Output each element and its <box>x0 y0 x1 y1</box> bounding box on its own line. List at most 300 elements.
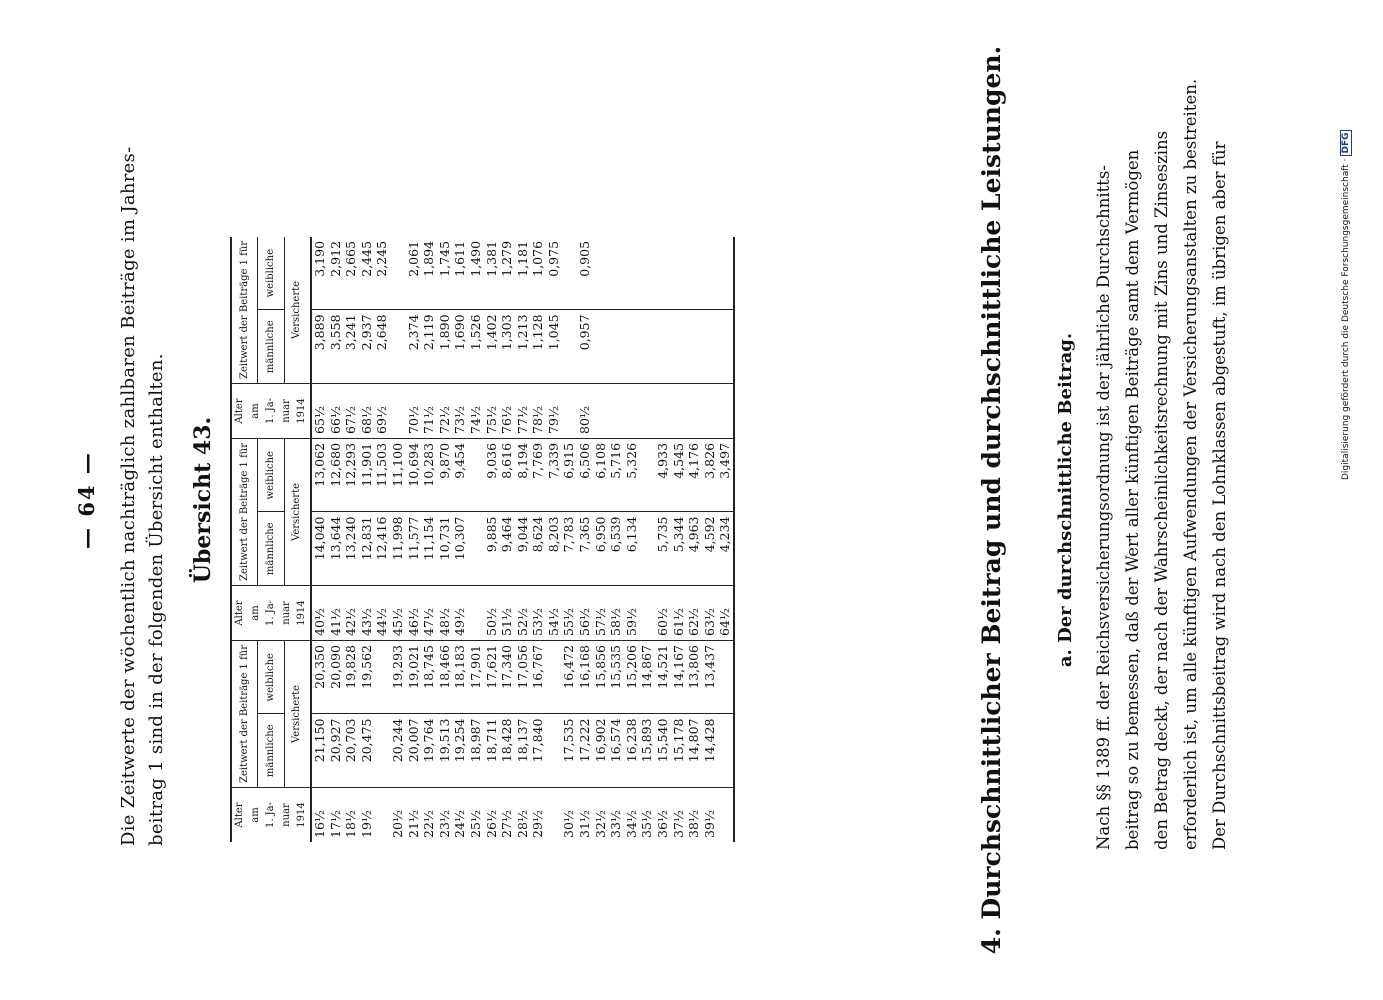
female-value-cell: 4,545 <box>671 438 687 512</box>
age-cell: 37½ <box>670 809 686 838</box>
male-value-cell: 9,044 <box>515 512 531 586</box>
age-cell: 56½ <box>577 585 593 640</box>
stamp-text: Digitalisierung gefördert durch die Deutsche Forschungsgemeinschaft · <box>1341 158 1351 480</box>
male-value-cell: 14,040 <box>311 512 328 586</box>
table-row <box>328 237 344 842</box>
male-value-cell: 16,574 <box>608 714 624 788</box>
male-value-cell: 1,890 <box>437 310 453 384</box>
age-cell: 77½ <box>515 383 531 438</box>
female-value-cell: 7,769 <box>530 438 546 512</box>
female-value-cell: 1,381 <box>484 237 500 310</box>
age-cell: 20½ <box>389 809 405 838</box>
female-header-1: weibliche <box>258 640 284 714</box>
male-value-cell: 1,402 <box>484 310 500 384</box>
age-cell: 76½ <box>499 383 515 438</box>
table-row <box>484 237 500 842</box>
male-value-cell: 3,558 <box>328 310 344 384</box>
age-cell: 38½ <box>686 809 702 838</box>
male-value-cell: 17,840 <box>530 714 546 788</box>
male-value-cell <box>546 714 562 788</box>
age-cell: 22½ <box>421 809 437 838</box>
male-value-cell <box>717 714 734 788</box>
age-cell: 68½ <box>359 383 375 438</box>
female-value-cell <box>655 237 671 310</box>
male-value-cell: 21,150 <box>311 714 328 788</box>
age-cell: 75½ <box>484 383 500 438</box>
paragraph-line-4: erforderlich ist, um alle künftigen Aufwendungen der Versicherungsanstalten zu bestreiten. <box>1181 78 1200 850</box>
age-cell: 74½ <box>468 383 484 438</box>
female-value-cell: 9,454 <box>452 438 468 512</box>
age-cell: 50½ <box>484 585 500 640</box>
age-cell <box>639 383 655 438</box>
male-value-cell: 20,244 <box>390 714 406 788</box>
insured-header-2: Versicherte <box>284 438 311 585</box>
male-value-cell: 9,464 <box>499 512 515 586</box>
age-cell: 55½ <box>561 585 577 640</box>
table-row <box>671 237 687 842</box>
age-cell: 45½ <box>390 585 406 640</box>
male-value-cell: 20,007 <box>406 714 422 788</box>
table-row <box>577 237 593 842</box>
female-value-cell: 8,616 <box>499 438 515 512</box>
paragraph-line-1: Nach §§ 1389 ff. der Reichsversicherungsordnung ist der jährliche Durchschnitts- <box>1094 165 1113 850</box>
female-value-cell: 2,445 <box>359 237 375 310</box>
female-value-cell: 9,036 <box>484 438 500 512</box>
table-row <box>437 237 453 842</box>
female-value-cell <box>717 640 734 714</box>
table-row <box>468 237 484 842</box>
table-row <box>311 237 328 842</box>
table-row <box>374 237 390 842</box>
age-cell: 70½ <box>406 383 422 438</box>
age-cell: 79½ <box>546 383 562 438</box>
age-cell: 47½ <box>421 585 437 640</box>
male-value-cell: 18,987 <box>468 714 484 788</box>
female-value-cell <box>593 237 609 310</box>
table-row <box>390 237 406 842</box>
age-cell: 32½ <box>592 809 608 838</box>
group-header-1: Zeitwert der Beiträge 1 für <box>231 640 258 787</box>
table-row <box>702 237 718 842</box>
age-cell: 21½ <box>405 809 421 838</box>
age-cell: 69½ <box>374 383 390 438</box>
female-value-cell <box>468 438 484 512</box>
table-row <box>343 237 359 842</box>
insured-header-3: Versicherte <box>284 237 311 384</box>
male-value-cell: 3,889 <box>311 310 328 384</box>
male-value-cell: 19,254 <box>452 714 468 788</box>
female-value-cell: 6,915 <box>561 438 577 512</box>
female-value-cell: 14,521 <box>655 640 671 714</box>
age-cell: 35½ <box>639 809 655 838</box>
female-value-cell: 20,090 <box>328 640 344 714</box>
female-value-cell: 14,867 <box>639 640 655 714</box>
female-value-cell <box>374 640 390 714</box>
male-value-cell: 13,644 <box>328 512 344 586</box>
male-header-2: männliche <box>258 512 284 586</box>
male-value-cell: 1,303 <box>499 310 515 384</box>
age-cell: 34½ <box>623 809 639 838</box>
female-value-cell: 20,350 <box>311 640 328 714</box>
male-value-cell: 15,540 <box>655 714 671 788</box>
female-value-cell: 17,056 <box>515 640 531 714</box>
male-value-cell: 19,764 <box>421 714 437 788</box>
table-row <box>406 237 422 842</box>
paragraph-line-2: beitrag so zu bemessen, daß der Wert aller künftigen Beiträge samt dem Vermögen <box>1123 149 1142 850</box>
female-value-cell: 13,437 <box>702 640 718 714</box>
age-cell <box>390 383 406 438</box>
age-cell: 46½ <box>406 585 422 640</box>
female-value-cell: 11,901 <box>359 438 375 512</box>
age-cell <box>702 383 718 438</box>
age-cell: 58½ <box>608 585 624 640</box>
age-cell: 19½ <box>358 809 374 838</box>
male-value-cell: 18,137 <box>515 714 531 788</box>
age-cell <box>561 383 577 438</box>
table-row <box>359 237 375 842</box>
male-value-cell: 2,119 <box>421 310 437 384</box>
female-value-cell: 1,490 <box>468 237 484 310</box>
female-value-cell: 1,611 <box>452 237 468 310</box>
insured-header-1: Versicherte <box>284 640 311 787</box>
age-cell: 60½ <box>655 585 671 640</box>
female-value-cell: 15,856 <box>593 640 609 714</box>
female-value-cell: 17,621 <box>484 640 500 714</box>
age-cell: 53½ <box>530 585 546 640</box>
female-value-cell: 0,905 <box>577 237 593 310</box>
age-cell: 57½ <box>593 585 609 640</box>
age-cell <box>655 383 671 438</box>
female-value-cell: 16,472 <box>561 640 577 714</box>
male-value-cell <box>671 310 687 384</box>
age-cell: 17½ <box>327 809 343 838</box>
female-value-cell <box>608 237 624 310</box>
age-cell <box>686 383 702 438</box>
male-value-cell: 6,539 <box>608 512 624 586</box>
age-header-3: Alter am 1. Ja- nuar 1914 <box>231 383 311 438</box>
age-cell: 71½ <box>421 383 437 438</box>
sub-heading: a. Der durchschnittliche Beitrag. <box>1055 332 1076 668</box>
male-value-cell: 2,374 <box>406 310 422 384</box>
table-row <box>624 237 640 842</box>
male-value-cell: 17,535 <box>561 714 577 788</box>
female-value-cell: 1,894 <box>421 237 437 310</box>
age-cell: 67½ <box>343 383 359 438</box>
male-value-cell: 0,957 <box>577 310 593 384</box>
age-cell: 24½ <box>452 809 468 838</box>
age-header-2: Alter am 1. Ja- nuar 1914 <box>231 585 311 640</box>
male-value-cell <box>655 310 671 384</box>
male-value-cell: 1,690 <box>452 310 468 384</box>
male-value-cell: 13,240 <box>343 512 359 586</box>
male-value-cell: 1,045 <box>546 310 562 384</box>
age-cell: 48½ <box>437 585 453 640</box>
male-value-cell: 16,902 <box>593 714 609 788</box>
female-value-cell: 13,806 <box>686 640 702 714</box>
table-row <box>499 237 515 842</box>
male-value-cell: 8,203 <box>546 512 562 586</box>
age-cell: 66½ <box>328 383 344 438</box>
age-cell: 43½ <box>359 585 375 640</box>
zeitwert-table <box>230 237 735 842</box>
age-cell: 72½ <box>437 383 453 438</box>
female-value-cell: 7,339 <box>546 438 562 512</box>
male-value-cell: 11,154 <box>421 512 437 586</box>
age-cell: 63½ <box>702 585 718 640</box>
age-cell <box>468 585 484 640</box>
page-number: — 64 — <box>74 451 99 549</box>
female-value-cell: 18,466 <box>437 640 453 714</box>
table-title: Übersicht 43. <box>190 416 216 584</box>
female-value-cell: 6,108 <box>593 438 609 512</box>
female-value-cell: 0,975 <box>546 237 562 310</box>
male-value-cell: 5,735 <box>655 512 671 586</box>
age-cell: 31½ <box>577 809 593 838</box>
table-row <box>717 237 734 842</box>
female-value-cell: 2,912 <box>328 237 344 310</box>
digitization-stamp <box>1340 131 1352 481</box>
age-cell: 64½ <box>717 585 734 640</box>
female-value-cell: 8,194 <box>515 438 531 512</box>
female-value-cell: 3,826 <box>702 438 718 512</box>
male-value-cell <box>717 310 734 384</box>
age-cell: 80½ <box>577 383 593 438</box>
male-value-cell: 12,416 <box>374 512 390 586</box>
table-row <box>686 237 702 842</box>
female-value-cell: 2,245 <box>374 237 390 310</box>
age-cell: 62½ <box>686 585 702 640</box>
age-cell: 42½ <box>343 585 359 640</box>
age-cell <box>593 383 609 438</box>
male-value-cell: 18,711 <box>484 714 500 788</box>
age-header-1: Alter am 1. Ja- nuar 1914 <box>231 788 311 843</box>
female-value-cell: 17,340 <box>499 640 515 714</box>
male-value-cell: 4,963 <box>686 512 702 586</box>
table-row <box>608 237 624 842</box>
female-value-cell: 11,100 <box>390 438 406 512</box>
age-cell: 28½ <box>514 809 530 838</box>
female-value-cell <box>686 237 702 310</box>
female-value-cell: 17,901 <box>468 640 484 714</box>
female-value-cell: 1,279 <box>499 237 515 310</box>
female-value-cell: 2,665 <box>343 237 359 310</box>
female-value-cell: 3,190 <box>311 237 328 310</box>
age-cell: 59½ <box>624 585 640 640</box>
male-value-cell: 8,624 <box>530 512 546 586</box>
male-value-cell: 18,428 <box>499 714 515 788</box>
table-row <box>452 237 468 842</box>
male-value-cell: 15,178 <box>671 714 687 788</box>
section-heading: 4. Durchschnittlicher Beitrag und durchschnittliche Leistungen. <box>977 45 1006 955</box>
male-value-cell: 1,128 <box>530 310 546 384</box>
age-cell: 49½ <box>452 585 468 640</box>
female-value-cell: 5,716 <box>608 438 624 512</box>
female-value-cell: 1,181 <box>515 237 531 310</box>
male-value-cell: 11,998 <box>390 512 406 586</box>
table-row <box>530 237 546 842</box>
age-cell: 26½ <box>483 809 499 838</box>
female-value-cell <box>561 237 577 310</box>
age-cell <box>671 383 687 438</box>
male-value-cell: 7,783 <box>561 512 577 586</box>
male-value-cell: 19,513 <box>437 714 453 788</box>
female-header-3: weibliche <box>258 237 284 310</box>
female-value-cell: 9,870 <box>437 438 453 512</box>
female-value-cell: 18,745 <box>421 640 437 714</box>
age-cell: 39½ <box>701 809 717 838</box>
male-value-cell <box>608 310 624 384</box>
female-value-cell: 14,167 <box>671 640 687 714</box>
age-cell <box>374 788 390 843</box>
male-value-cell <box>593 310 609 384</box>
age-cell: 29½ <box>530 809 546 838</box>
male-value-cell: 12,831 <box>359 512 375 586</box>
age-cell: 33½ <box>608 809 624 838</box>
age-cell: 18½ <box>343 809 359 838</box>
male-value-cell: 4,592 <box>702 512 718 586</box>
male-value-cell <box>374 714 390 788</box>
intro-line-2: beitrag 1 sind in der folgenden Übersicht enthalten. <box>146 353 167 846</box>
female-header-2: weibliche <box>258 438 284 512</box>
female-value-cell <box>546 640 562 714</box>
male-value-cell: 9,885 <box>484 512 500 586</box>
female-value-cell: 10,694 <box>406 438 422 512</box>
female-value-cell <box>702 237 718 310</box>
female-value-cell <box>671 237 687 310</box>
table-row <box>655 237 671 842</box>
male-value-cell: 11,577 <box>406 512 422 586</box>
female-value-cell: 12,680 <box>328 438 344 512</box>
female-value-cell <box>639 237 655 310</box>
age-cell <box>717 383 734 438</box>
female-value-cell: 4,176 <box>686 438 702 512</box>
age-cell: 30½ <box>561 809 577 838</box>
male-header-3: männliche <box>258 310 284 384</box>
male-value-cell: 14,428 <box>702 714 718 788</box>
table-row <box>515 237 531 842</box>
age-cell: 40½ <box>311 585 328 640</box>
female-value-cell: 4,933 <box>655 438 671 512</box>
table-row <box>639 237 655 842</box>
intro-line-1: Die Zeitwerte der wöchentlich nachträglich zahlbaren Beiträge im Jahres- <box>118 146 139 846</box>
age-cell <box>546 788 562 843</box>
male-value-cell <box>561 310 577 384</box>
female-value-cell: 5,326 <box>624 438 640 512</box>
age-cell: 41½ <box>328 585 344 640</box>
paragraph-line-3: den Betrag deckt, der nach der Wahrscheinlichkeitsrechnung mit Zins und Zinseszins <box>1152 130 1171 850</box>
male-value-cell: 10,731 <box>437 512 453 586</box>
male-value-cell <box>468 512 484 586</box>
age-cell <box>717 788 734 843</box>
male-value-cell <box>639 310 655 384</box>
age-cell: 73½ <box>452 383 468 438</box>
age-cell: 25½ <box>467 809 483 838</box>
age-cell: 61½ <box>671 585 687 640</box>
female-value-cell: 19,828 <box>343 640 359 714</box>
age-cell: 54½ <box>546 585 562 640</box>
age-cell <box>624 383 640 438</box>
age-cell: 23½ <box>436 809 452 838</box>
age-cell: 65½ <box>311 383 328 438</box>
male-value-cell: 1,213 <box>515 310 531 384</box>
male-value-cell <box>702 310 718 384</box>
group-header-3: Zeitwert der Beiträge 1 für <box>231 237 258 384</box>
male-value-cell: 6,950 <box>593 512 609 586</box>
male-value-cell: 1,526 <box>468 310 484 384</box>
table-body <box>311 237 734 842</box>
male-value-cell: 6,134 <box>624 512 640 586</box>
uebersicht-43-table <box>230 237 735 842</box>
male-header-1: männliche <box>258 714 284 788</box>
female-value-cell <box>390 237 406 310</box>
table-row <box>561 237 577 842</box>
female-value-cell: 19,293 <box>390 640 406 714</box>
male-value-cell: 3,241 <box>343 310 359 384</box>
female-value-cell: 16,767 <box>530 640 546 714</box>
female-value-cell <box>717 237 734 310</box>
male-value-cell: 4,234 <box>717 512 734 586</box>
age-cell: 52½ <box>515 585 531 640</box>
male-value-cell: 17,222 <box>577 714 593 788</box>
table-row <box>593 237 609 842</box>
female-value-cell: 19,562 <box>359 640 375 714</box>
female-value-cell: 19,021 <box>406 640 422 714</box>
male-value-cell: 7,365 <box>577 512 593 586</box>
female-value-cell: 10,283 <box>421 438 437 512</box>
paragraph-line-5: Der Durchschnittsbeitrag wird nach den Lohnklassen abgestuft, im übrigen aber für <box>1210 141 1229 850</box>
female-value-cell: 6,506 <box>577 438 593 512</box>
male-value-cell: 15,893 <box>639 714 655 788</box>
age-cell: 44½ <box>374 585 390 640</box>
group-header-2: Zeitwert der Beiträge 1 für <box>231 438 258 585</box>
female-value-cell <box>624 237 640 310</box>
male-value-cell <box>686 310 702 384</box>
female-value-cell: 12,293 <box>343 438 359 512</box>
age-cell <box>639 585 655 640</box>
male-value-cell <box>639 512 655 586</box>
table-row <box>421 237 437 842</box>
female-value-cell: 18,183 <box>452 640 468 714</box>
table-row <box>546 237 562 842</box>
male-value-cell: 2,937 <box>359 310 375 384</box>
female-value-cell: 3,497 <box>717 438 734 512</box>
female-value-cell: 2,061 <box>406 237 422 310</box>
male-value-cell: 10,307 <box>452 512 468 586</box>
female-value-cell: 1,745 <box>437 237 453 310</box>
male-value-cell: 14,807 <box>686 714 702 788</box>
female-value-cell: 15,206 <box>624 640 640 714</box>
female-value-cell <box>639 438 655 512</box>
age-cell <box>608 383 624 438</box>
age-cell: 16½ <box>311 788 328 843</box>
age-cell: 27½ <box>499 809 515 838</box>
dfg-logo: DFG <box>1341 132 1351 154</box>
male-value-cell: 5,344 <box>671 512 687 586</box>
female-value-cell: 1,076 <box>530 237 546 310</box>
male-value-cell: 20,927 <box>328 714 344 788</box>
female-value-cell: 11,503 <box>374 438 390 512</box>
female-value-cell: 16,168 <box>577 640 593 714</box>
male-value-cell: 16,238 <box>624 714 640 788</box>
male-value-cell: 20,475 <box>359 714 375 788</box>
age-cell: 36½ <box>655 809 671 838</box>
male-value-cell: 2,648 <box>374 310 390 384</box>
age-cell: 51½ <box>499 585 515 640</box>
male-value-cell: 20,703 <box>343 714 359 788</box>
female-value-cell: 13,062 <box>311 438 328 512</box>
age-cell: 78½ <box>530 383 546 438</box>
male-value-cell <box>390 310 406 384</box>
